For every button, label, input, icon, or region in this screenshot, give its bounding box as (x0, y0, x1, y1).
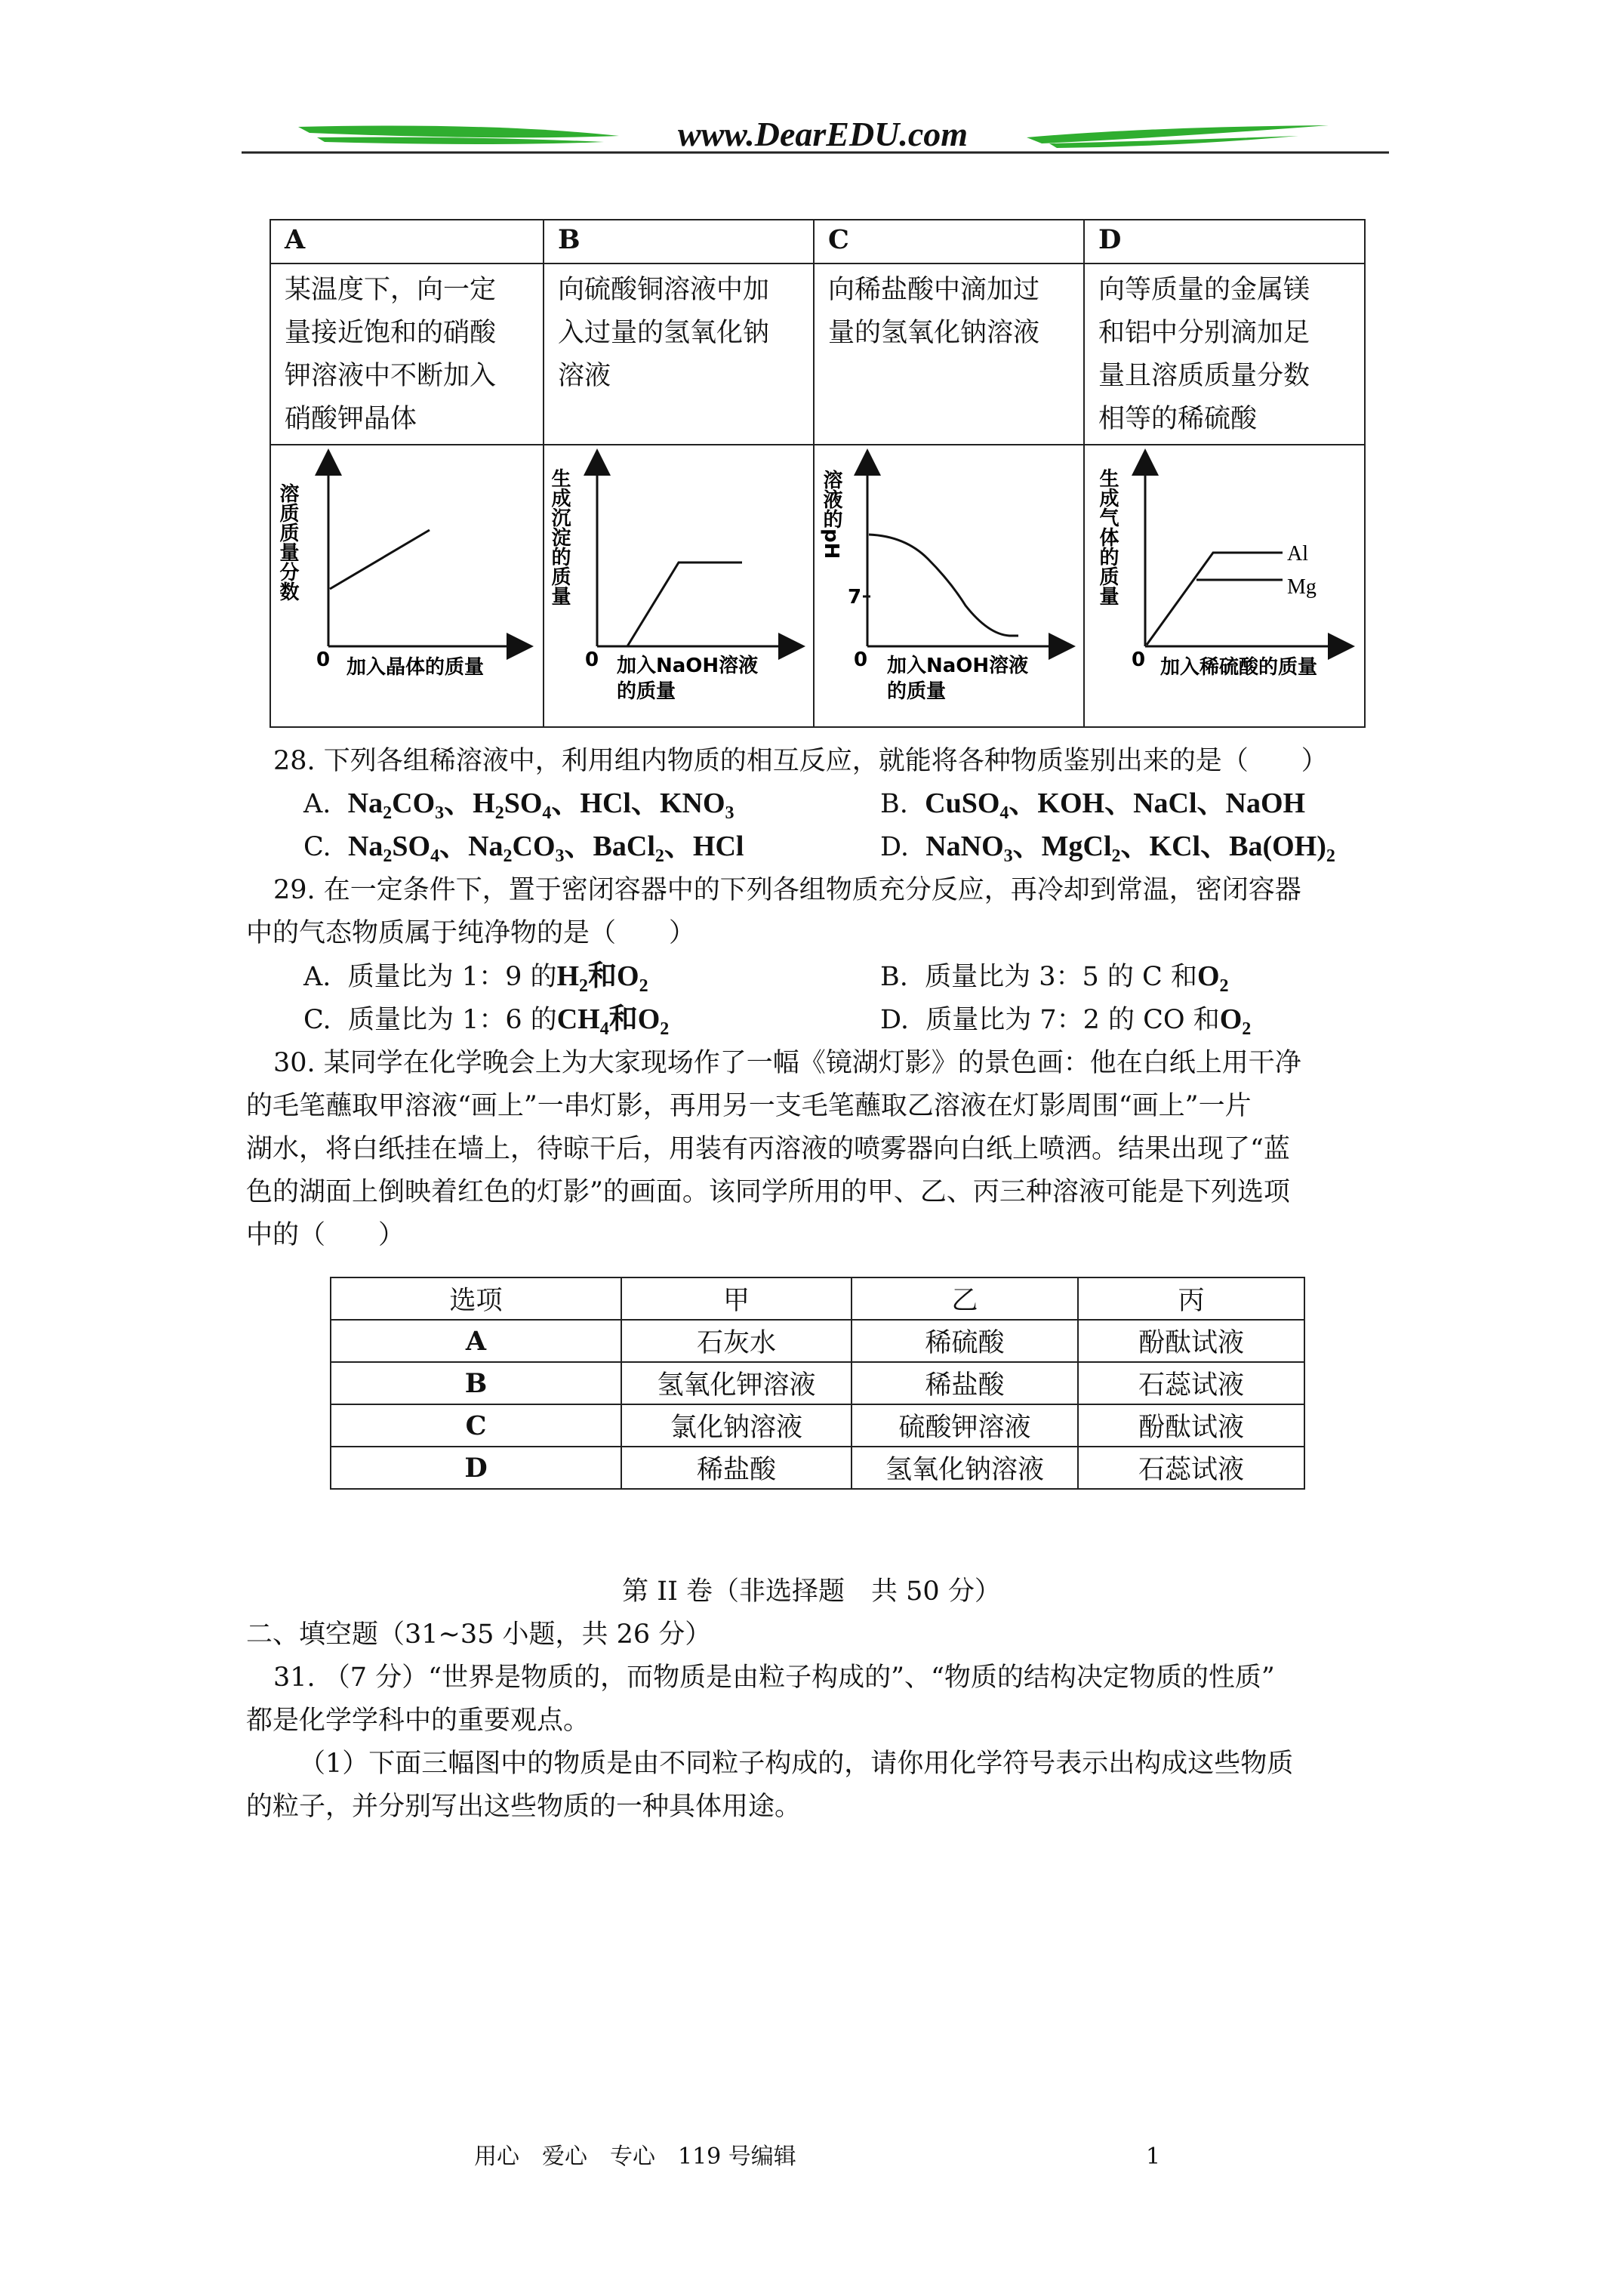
q29-option-d: D. 质量比为 7：2 的 CO 和$O_2$ (880, 1003, 1252, 1039)
graph-c-ylabel: 溶液的pH (820, 470, 842, 559)
option-text: 质量比为 3：5 的 C 和 (925, 962, 1197, 992)
table-cell: D (331, 1447, 621, 1489)
table-cell: 稀盐酸 (852, 1362, 1078, 1404)
option-text: 质量比为 1：9 的 (347, 962, 557, 992)
graph-b (544, 445, 814, 727)
graph-c (814, 445, 1084, 727)
q30-line: 色的湖面上倒映着红色的灯影”的画面。该同学所用的甲、乙、丙三种溶液可能是下列选项 (246, 1177, 1290, 1207)
graph-a-xlabel: 加入晶体的质量 (346, 656, 485, 679)
graph-c-origin: 0 (854, 649, 868, 671)
graph-d-origin: 0 (1132, 649, 1146, 671)
question-graph-table (269, 219, 1366, 728)
option-label: B. (880, 789, 908, 819)
graph-b-line (627, 562, 742, 646)
desc-line: 向等质量的金属镁 (1098, 275, 1310, 305)
q28-option-b: B. CuSO$_4$、KOH、NaCl、NaOH (880, 787, 1306, 823)
desc-line: 钾溶液中不断加入 (285, 361, 497, 391)
graph-b-origin: 0 (585, 649, 599, 671)
graph-b-xlabel: 加入NaOH溶液 (617, 655, 759, 677)
table-cell: 酚酞试液 (1078, 1320, 1304, 1362)
desc-c (814, 264, 1084, 445)
q28-option-a: A. $Na_2CO_3$、$H_2SO_4$、HCl、$KNO_3$ (303, 787, 735, 823)
graph-a-origin: 0 (316, 649, 331, 671)
graph-b-xlabel-2: 的质量 (617, 680, 676, 703)
q31-sub-line: 的粒子，并分别写出这些物质的一种具体用途。 (246, 1792, 802, 1822)
table-row (331, 1404, 1304, 1447)
graph-c-tick-7: 7 (848, 586, 862, 609)
desc-b (544, 264, 814, 445)
desc-line: 相等的稀硫酸 (1098, 404, 1258, 434)
table-cell: 稀硫酸 (852, 1320, 1078, 1362)
option-text: 质量比为 7：2 的 CO 和 (925, 1005, 1220, 1035)
q28-option-c: C. $Na_2SO_4$、$Na_2CO_3$、BaCl$_2$、HCl (303, 831, 744, 866)
q31-line: 都是化学学科中的重要观点。 (246, 1706, 590, 1736)
options-header: 选项 (331, 1277, 621, 1320)
q28-stem: 28. 下列各组稀溶液中，利用组内物质的相互反应，就能将各种物质鉴别出来的是（ ） (273, 746, 1328, 776)
logo-text: www.DearEDU.com (677, 115, 969, 153)
desc-a (270, 264, 544, 445)
desc-line: 入过量的氢氧化钠 (558, 318, 770, 348)
options-header: 甲 (621, 1277, 852, 1320)
footer-note: 用心 爱心 专心 119 号编辑 (474, 2143, 796, 2170)
q29-stem: 29. 在一定条件下，置于密闭容器中的下列各组物质充分反应，再冷却到常温，密闭容器 (273, 875, 1301, 905)
graph-a (270, 445, 544, 727)
graph-a-line (330, 530, 430, 589)
table-cell: 氯化钠溶液 (621, 1404, 852, 1447)
graph-a-ylabel: 溶质质量分数 (276, 483, 299, 601)
option-label: D. (880, 1005, 909, 1035)
q29-stem-2: 中的气态物质属于纯净物的是（ ） (246, 918, 696, 948)
desc-line: 向稀盐酸中滴加过 (828, 275, 1040, 305)
table-row (331, 1320, 1304, 1362)
q28-option-d: D. NaNO$_3$、MgCl$_2$、KCl、$Ba(OH)_2$ (880, 831, 1335, 866)
desc-line: 量且溶质质量分数 (1098, 361, 1310, 391)
q30-line: 的毛笔蘸取甲溶液“画上”一串灯影，再用另一支毛笔蘸取乙溶液在灯影周围“画上”一片 (246, 1091, 1252, 1121)
table-cell: A (331, 1320, 621, 1362)
q29-option-a: A. 质量比为 1：9 的$H_2$和$O_2$ (303, 960, 648, 996)
table-cell: 酚酞试液 (1078, 1404, 1304, 1447)
option-label: A. (303, 962, 331, 992)
table-cell: 氢氧化钾溶液 (621, 1362, 852, 1404)
col-letter-c: C (814, 220, 1084, 264)
part2-title: 第 II 卷（非选择题 共 50 分） (622, 1576, 1001, 1607)
table-cell: 石灰水 (621, 1320, 852, 1362)
option-text: 质量比为 1：6 的 (347, 1005, 557, 1035)
q30-line: 30. 某同学在化学晚会上为大家现场作了一幅《镜湖灯影》的景色画：他在白纸上用干净 (273, 1048, 1301, 1078)
table-cell: B (331, 1362, 621, 1404)
table-cell: 稀盐酸 (621, 1447, 852, 1489)
col-letter-a: A (270, 220, 544, 264)
q31-sub-line: （1）下面三幅图中的物质是由不同粒子构成的，请你用化学符号表示出构成这些物质 (299, 1749, 1294, 1779)
option-label: B. (880, 962, 908, 992)
table-cell: 石蕊试液 (1078, 1362, 1304, 1404)
graph-d-line-al (1147, 553, 1283, 645)
graph-d-label-al: Al (1287, 542, 1308, 566)
graph-d-label-mg: Mg (1287, 575, 1317, 599)
q29-option-c: C. 质量比为 1：6 的$CH_4$和$O_2$ (303, 1003, 670, 1039)
option-label: C. (303, 832, 331, 862)
option-label: C. (303, 1005, 331, 1035)
header-logo (242, 113, 1389, 159)
table-cell: 石蕊试液 (1078, 1447, 1304, 1489)
graph-d-ylabel: 生成气体的质量 (1096, 468, 1119, 606)
graph-d-xlabel: 加入稀硫酸的质量 (1160, 656, 1318, 679)
graph-c-xlabel: 加入NaOH溶液 (887, 655, 1029, 677)
table-row (331, 1447, 1304, 1489)
q31-line: 31. （7 分）“世界是物质的，而物质是由粒子构成的”、“物质的结构决定物质的性质” (273, 1663, 1275, 1693)
desc-line: 量的氢氧化钠溶液 (828, 318, 1040, 348)
options-header: 乙 (852, 1277, 1078, 1320)
graph-c-xlabel-2: 的质量 (887, 680, 947, 703)
col-letter-b: B (544, 220, 814, 264)
desc-line: 某温度下，向一定 (285, 275, 497, 305)
section-heading: 二、填空题（31~35 小题，共 26 分） (246, 1620, 712, 1650)
table-row (331, 1362, 1304, 1404)
table-cell: C (331, 1404, 621, 1447)
desc-line: 和铝中分别滴加足 (1098, 318, 1310, 348)
desc-d (1084, 264, 1365, 445)
table-cell: 硫酸钾溶液 (852, 1404, 1078, 1447)
col-letter-d: D (1084, 220, 1365, 264)
q30-line: 湖水，将白纸挂在墙上，待晾干后，用装有丙溶液的喷雾器向白纸上喷洒。结果出现了“蓝 (246, 1134, 1290, 1164)
options-header: 丙 (1078, 1277, 1304, 1320)
graph-d (1084, 445, 1365, 727)
desc-line: 硝酸钾晶体 (285, 404, 417, 434)
q30-line: 中的（ ） (246, 1220, 405, 1250)
graph-b-ylabel: 生成沉淀的质量 (548, 468, 571, 606)
option-label: D. (880, 832, 909, 862)
desc-line: 量接近饱和的硝酸 (285, 318, 497, 348)
q29-option-b: B. 质量比为 3：5 的 C 和$O_2$ (880, 960, 1229, 996)
graph-c-curve (869, 535, 1018, 636)
table-cell: 氢氧化钠溶液 (852, 1447, 1078, 1489)
page-number: 1 (1146, 2143, 1161, 2170)
desc-line: 溶液 (558, 361, 611, 391)
desc-line: 向硫酸铜溶液中加 (558, 275, 770, 305)
option-label: A. (303, 789, 331, 819)
options-table (330, 1277, 1305, 1490)
